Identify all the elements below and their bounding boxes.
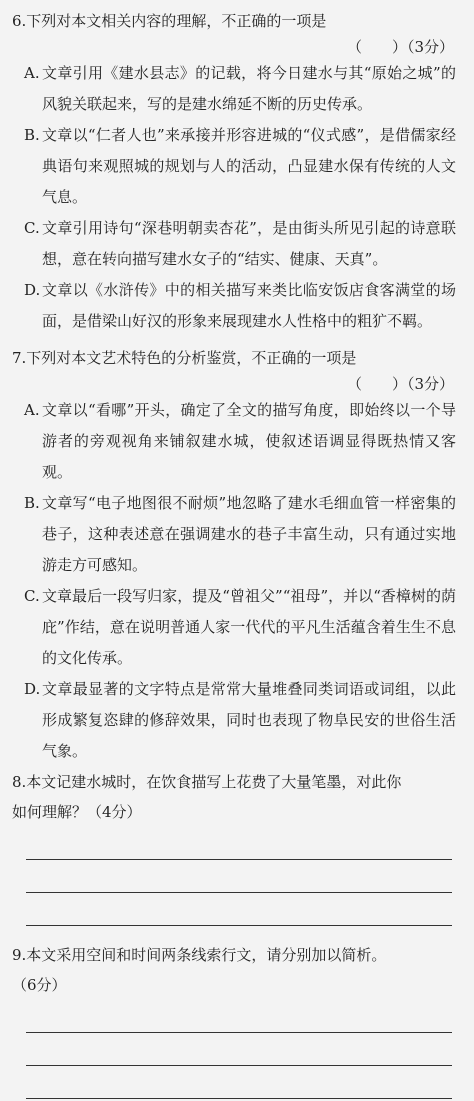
option-letter: C. — [24, 587, 40, 605]
option-letter: C. — [24, 219, 40, 237]
option-letter: B. — [24, 126, 40, 144]
answer-line[interactable] — [26, 1000, 452, 1033]
option-letter: B. — [24, 494, 40, 512]
option-text: 文章最显著的文字特点是常常大量堆叠同类词语或词组，以此形成繁复恣肆的修辞效果，同时也表现了物阜民安的世俗生活气象。 — [42, 680, 456, 760]
answer-line[interactable] — [26, 860, 452, 893]
question-6-option-b — [12, 120, 456, 213]
option-text: 文章写“电子地图很不耐烦”地忽略了建水毛细血管一样密集的巷子，这种表述意在强调建水的巷子丰富生动，只有通过实地游走方可感知。 — [42, 494, 456, 574]
question-7-score: （ ）（3分） — [346, 375, 454, 393]
question-6-score: （ ）（3分） — [346, 38, 454, 56]
answer-line[interactable] — [26, 893, 452, 926]
option-letter: D. — [24, 281, 41, 299]
question-7 — [12, 343, 456, 767]
option-text: 文章引用诗句“深巷明朝卖杏花”，是由街头所见引起的诗意联想，意在转向描写建水女子的“结实、健康、天真”。 — [42, 219, 456, 268]
question-9-line-2: （6分） — [12, 976, 67, 994]
question-8 — [12, 767, 456, 926]
question-9-line-1: 9.本文采用空间和时间两条线索行文，请分别加以简析。 — [12, 946, 387, 964]
option-letter: A. — [24, 64, 40, 82]
question-7-option-b — [12, 488, 456, 581]
question-8-line-1: 8.本文记建水城时，在饮食描写上花费了大量笔墨，对此你 — [12, 773, 402, 791]
question-6-option-a — [12, 58, 456, 120]
question-6 — [12, 6, 456, 337]
option-text: 文章以《水浒传》中的相关描写来类比临安饭店食客满堂的场面，是借梁山好汉的形象来展现建水人性格中的粗犷不羁。 — [42, 281, 456, 330]
question-6-option-d — [12, 275, 456, 337]
option-text: 文章以“仁者人也”来承接并形容进城的“仪式感”，是借儒家经典语句来观照城的规划与人的活动，凸显建水保有传统的人文气息。 — [42, 126, 456, 206]
question-6-stem: 6.下列对本文相关内容的理解，不正确的一项是 — [12, 12, 327, 30]
answer-line[interactable] — [26, 827, 452, 860]
question-7-stem: 7.下列对本文艺术特色的分析鉴赏，不正确的一项是 — [12, 349, 357, 367]
question-8-line-2: 如何理解？（4分） — [12, 803, 142, 821]
answer-line[interactable] — [26, 1066, 452, 1099]
question-6-option-c — [12, 213, 456, 275]
question-7-option-c — [12, 581, 456, 674]
answer-line[interactable] — [26, 1033, 452, 1066]
question-9 — [12, 940, 456, 1099]
option-letter: A. — [24, 401, 40, 419]
question-7-option-d — [12, 674, 456, 767]
option-text: 文章以“看哪”开头，确定了全文的描写角度，即始终以一个导游者的旁观视角来铺叙建水城，使叙述语调显得既热情又客观。 — [42, 401, 456, 481]
option-letter: D. — [24, 680, 41, 698]
option-text: 文章引用《建水县志》的记载，将今日建水与其“原始之城”的风貌关联起来，写的是建水绵延不断的历史传承。 — [42, 64, 456, 113]
option-text: 文章最后一段写归家，提及“曾祖父”“祖母”，并以“香樟树的荫庇”作结，意在说明普通人家一代代的平凡生活蕴含着生生不息的文化传承。 — [42, 587, 456, 667]
question-7-option-a — [12, 395, 456, 488]
